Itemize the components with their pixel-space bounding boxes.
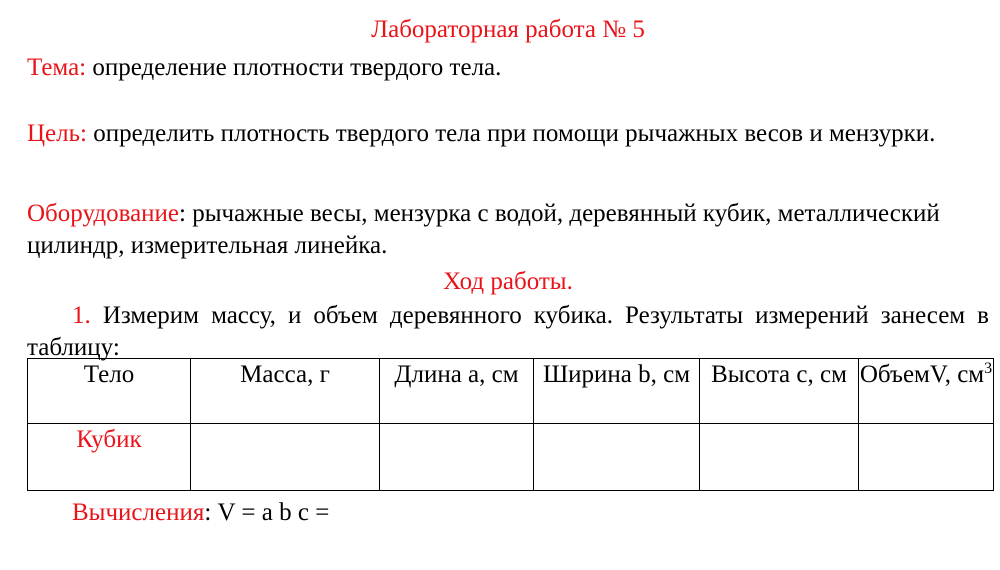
header-volume-superscript: 3	[984, 360, 993, 377]
cell-length[interactable]	[380, 424, 534, 491]
spacer	[27, 90, 989, 118]
spacer	[27, 186, 989, 198]
header-body: Тело	[28, 359, 191, 424]
document-page	[27, 14, 993, 529]
cell-height[interactable]	[700, 424, 859, 491]
equipment-text: : рычажные весы, мензурка с водой, деревянный кубик, металлический цилиндр, измерительная линейка.	[27, 200, 940, 259]
cell-width[interactable]	[534, 424, 700, 491]
document-title: Лабораторная работа № 5	[371, 16, 645, 43]
progress-title: Ход работы.	[443, 268, 573, 295]
header-length: Длина а, см	[380, 359, 534, 424]
header-width: Ширина b, см	[534, 359, 700, 424]
equipment-paragraph	[27, 198, 989, 266]
cell-volume[interactable]	[859, 424, 994, 491]
goal-label: Цель:	[27, 120, 87, 147]
equipment-label: Оборудование	[27, 200, 180, 227]
step-1-number: 1.	[72, 302, 91, 329]
table-header-row	[28, 359, 994, 424]
topic-text: определение плотности твердого тела.	[86, 54, 502, 81]
header-mass: Масса, г	[191, 359, 380, 424]
calculations-paragraph	[27, 497, 989, 529]
topic-paragraph	[27, 52, 989, 90]
header-height: Высота с, см	[700, 359, 859, 424]
goal-paragraph	[27, 118, 989, 186]
calculations-label: Вычисления	[72, 499, 205, 526]
cell-mass[interactable]	[191, 424, 380, 491]
calculations-text: : V = a b c =	[204, 499, 330, 526]
table-row	[28, 424, 994, 491]
cell-body: Кубик	[28, 424, 191, 491]
header-volume-text: ОбъемV, см	[859, 361, 985, 388]
topic-label: Тема:	[27, 54, 87, 81]
goal-text: определить плотность твердого тела при помощи рычажных весов и мензурки.	[86, 120, 936, 147]
step-1-text: Измерим массу, и объем деревянного кубика. Результаты измерений занесем в таблицу:	[27, 302, 989, 361]
measurement-table	[27, 358, 994, 491]
header-volume	[859, 359, 994, 424]
step-1-paragraph	[27, 300, 989, 361]
